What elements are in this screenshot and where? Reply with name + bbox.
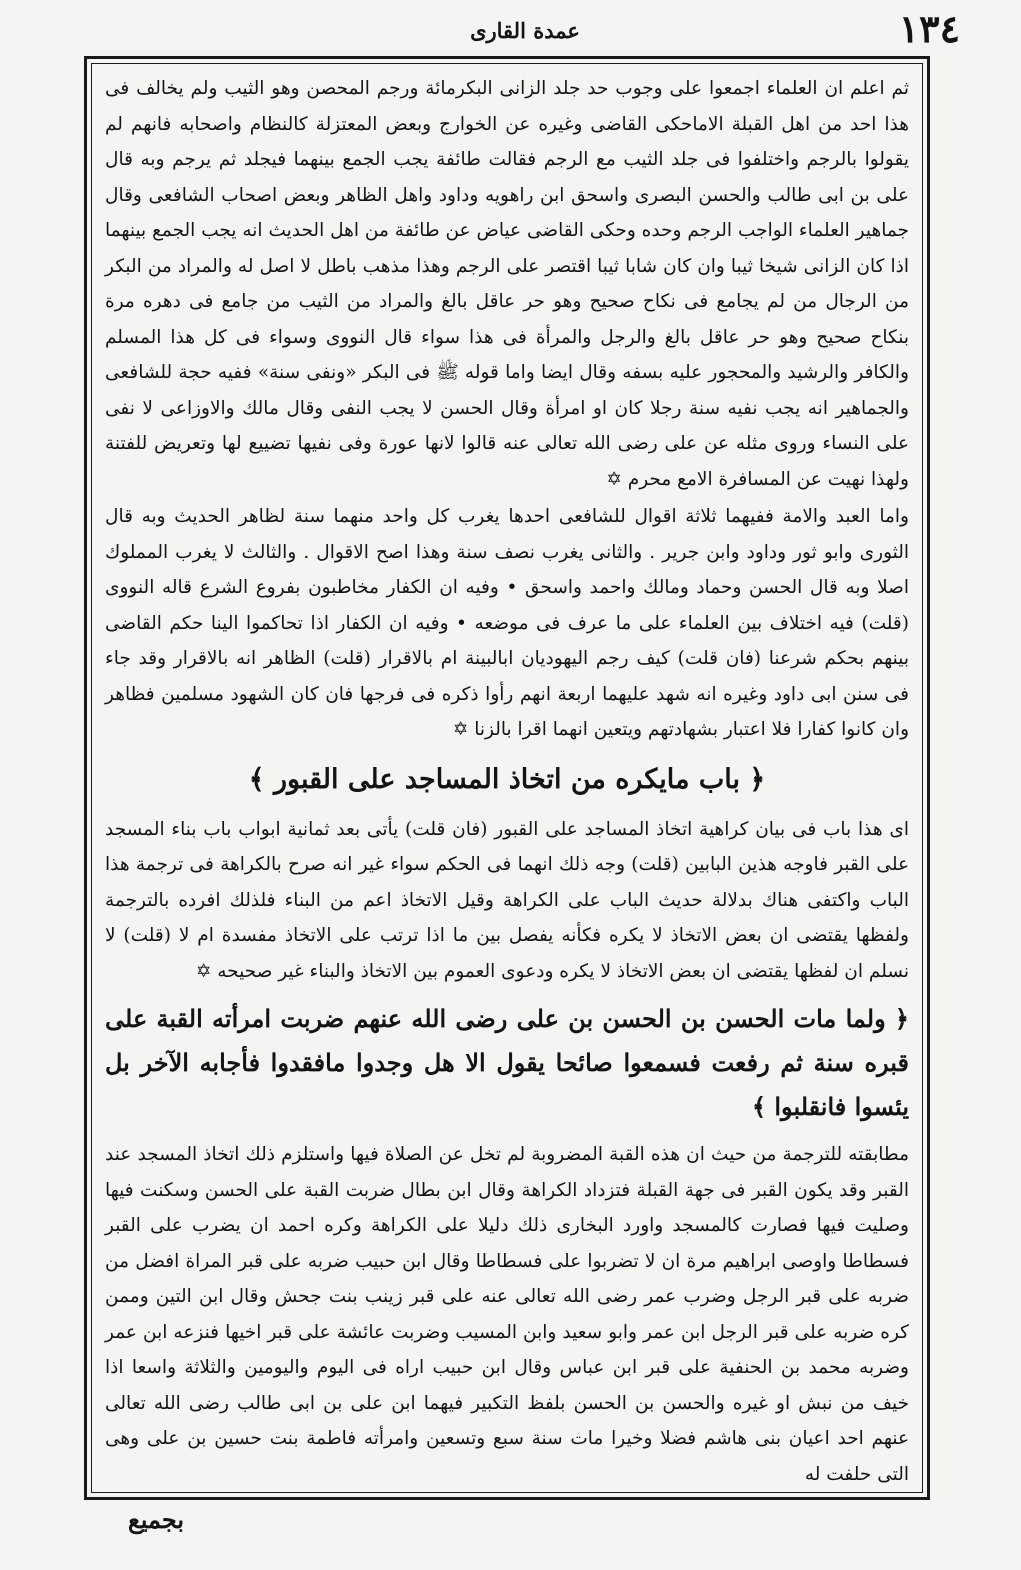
paragraph-chapter-commentary: اى هذا باب فى بيان كراهية اتخاذ المساجد على القبور (فان قلت) يأتى بعد ثمانية ابواب باب بناء المسجد على القبر فاوجه هذين البابين (قلت) وجه ذلك انهما فى الحكم سواء غير انه صرح بالكراهة فى ترجمة هذا الباب واكتفى هناك بدلالة حديث الباب على الكراهة وقيل الاتخاذ اعم من البناء فلذلك افرده بالترجمة ولفظها يقتضى ان بعض الاتخاذ لا يكره فكأنه يفصل بين ما اذا ترتب على الاتخاذ مفسدة ام لا (قلت) لا نسلم ان لفظها يقتضى ان بعض الاتخاذ لا يكره ودعوى العموم بين الاتخاذ والبناء غير صحيحه ✡ bbox=[105, 818, 909, 982]
paragraph-hadd-discussion: ثم اعلم ان العلماء اجمعوا على وجوب حد جلد الزانى البكرمائة ورجم المحصن وهو الثيب ولم يخالف فى هذا احد من اهل القبلة الاماحكى القاضى وغيره عن الخوارج وبعض المعتزلة كالنظام واصحابه فانهم لم يقولوا بالرجم واختلفوا فى جلد الثيب مع الرجم فقالت طائفة يجب الجمع بينهما فيجلد ثم يرجم وبه قال على بن ابى طالب والحسن البصرى واسحق ابن راهويه وداود واهل الظاهر وبعض اصحاب الشافعى وقال جماهير العلماء الواجب الرجم وحده وحكى القاضى عياض عن طائفة من اهل الحديث انه يجب الجمع بينهما اذا كان الزانى شيخا ثيبا وان كان شابا ثيبا اقتصر على الرجم وهذا مذهب باطل لا اصل له والمراد من البكر من الرجال من لم يجامع فى نكاح صحيح وهو حر عاقل بالغ والمراد من الثيب من جامع فى دهره مرة بنكاح صحيح وهو حر عاقل بالغ والرجل والمرأة فى هذا سواء قال النووى وسواء فى كل هذا المسلم والكافر والرشيد والمحجور عليه بسفه وقال ايضا واما قوله ﷺ فى البكر «ونفى سنة» ففيه حجة للشافعى والجماهير انه يجب نفيه سنة رجلا كان او امرأة وقال الحسن لا يجب النفى وقال مالك والاوزاعى لا نفى على النساء وروى مثله عن على رضى الله تعالى عنه قالوا لانها عورة وفى نفيها تضييع لها وتعريض للفتنة ولهذا نهيت عن المسافرة الامع محرم ✡ bbox=[105, 78, 909, 490]
paragraph-slaves-exile: واما العبد والامة ففيهما ثلاثة اقوال للشافعى احدها يغرب كل واحد منهما سنة لظاهر الحديث وبه قال الثورى وابو ثور وداود وابن جرير . والثانى يغرب نصف سنة وهذا اصح الاقوال . والثالث لا يغرب المملوك اصلا وبه قال الحسن وحماد ومالك واحمد واسحق • وفيه ان الكفار مخاطبون بفروع الشرع قاله النووى (قلت) فيه اختلاف بين العلماء على ما عرف فى موضعه • وفيه ان الكفار اذا تحاكموا الينا حكم القاضى بينهم بحكم شرعنا (فان قلت) كيف رجم اليهوديان ابالبينة ام بالاقرار (قلت) الظاهر انه بالاقرار وقد جاء فى سنن ابى داود وغيره انه شهد عليهما اربعة انهم رأوا ذكره فى فرجها فان كان الشهود مسلمين فظاهر وان كانوا كفارا فلا اعتبار بشهادتهم ويتعين انهما اقرا بالزنا ✡ bbox=[105, 506, 909, 740]
page-number: ١٣٤ bbox=[898, 6, 960, 51]
hadith-text: ﴿ ولما مات الحسن بن الحسن بن على رضى الله عنهم ضربت امرأته القبة على قبره سنة ثم رفعت فسمعوا صائحا يقول الا هل وجدوا مافقدوا فأجابه الآخر بل يئسوا فانقلبوا ﴾ bbox=[105, 1004, 909, 1121]
running-title: عمدة القارى bbox=[470, 18, 580, 43]
text-frame bbox=[84, 56, 930, 1500]
page-header bbox=[60, 6, 990, 50]
page-body bbox=[105, 71, 909, 1487]
paragraph-hadith-commentary: مطابقته للترجمة من حيث ان هذه القبة المضروبة لم تخل عن الصلاة فيها واستلزم ذلك اتخاذ المسجد عند القبر وقد يكون القبر فى جهة القبلة فتزداد الكراهة وقال ابن بطال ضربت القبة على الحسن وسكنت فيها وصليت فيها فصارت كالمسجد واورد البخارى ذلك دليلا على الكراهة وكره احمد ان يضرب على القبر فسطاطا واوصى ابراهيم مرة ان لا تضربوا على فسطاطا وقال ابن حبيب ضربه على قبر المراة افضل من ضربه على قبر الرجل وضرب عمر رضى الله تعالى عنه على قبر زينب بنت جحش وقال ابن التين وممن كره ضربه على قبر الرجل ابن عمر وابو سعيد وابن المسيب وضربت عائشة على قبر اخيها فنزعه ابن عمر وضربه محمد بن الحنفية على قبر ابن عباس وقال ابن حبيب اراه فى اليوم واليومين والثلاثة واسعا اذا خيف من نبش او غيره والحسن بن الحسن بلفظ التكبير فيهما ابن على بن ابى طالب رضى الله تعالى عنهم احد اعيان بنى هاشم فضلا وخيرا مات سنة سبع وتسعين وامرأته فاطمة بنت حسين بن على وهى التى حلفت له bbox=[105, 1144, 909, 1485]
catchword: بجميع bbox=[128, 1505, 185, 1534]
chapter-heading: ﴿ باب مايكره من اتخاذ المساجد على القبور ﴾ bbox=[248, 763, 766, 795]
